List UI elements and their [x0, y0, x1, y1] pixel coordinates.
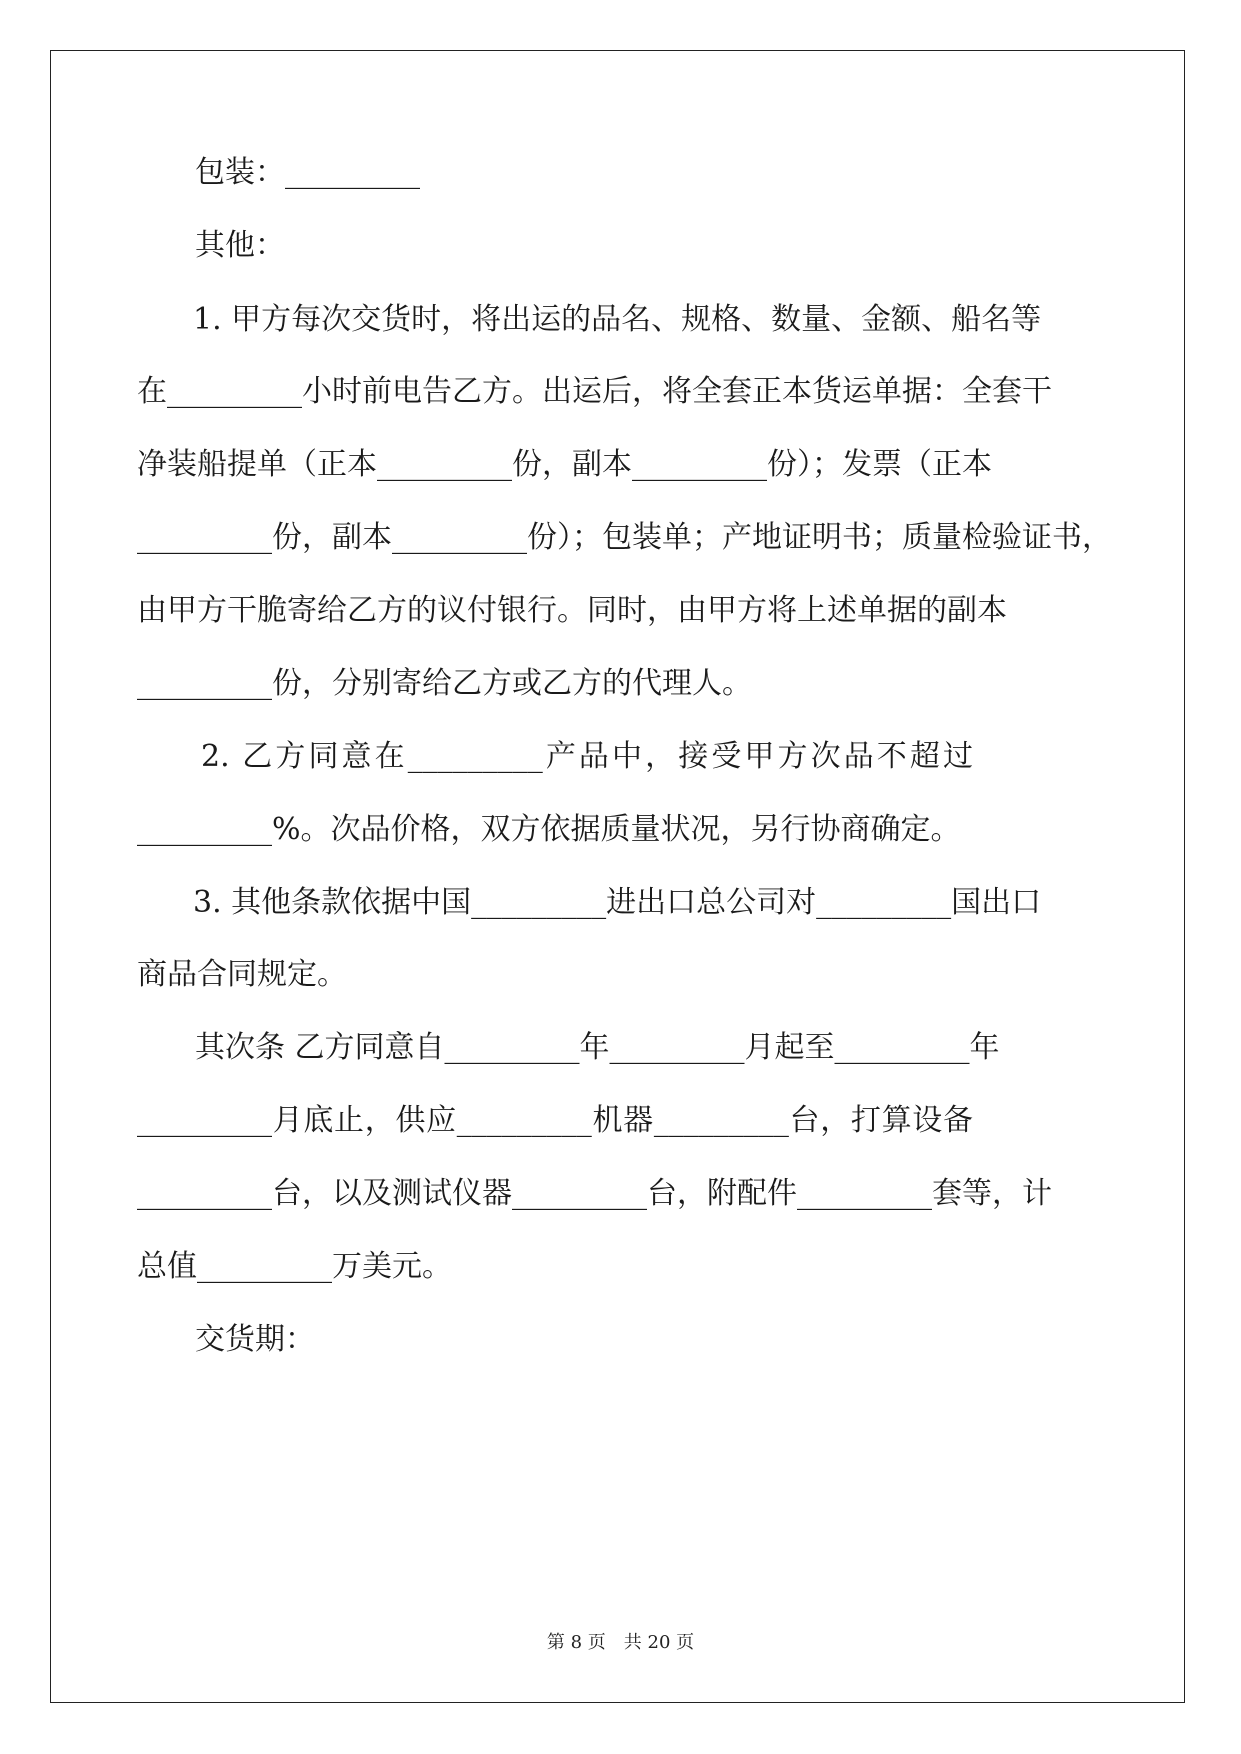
clause-2-line-1: 2. 乙方同意在_________产品中，接受甲方次品不超过 [201, 739, 973, 774]
page-footer: 第 8 页 共 20 页 [546, 1632, 695, 1653]
article-2-line-4: 总值_________万美元。 [137, 1249, 452, 1284]
delivery-period-heading: 交货期： [195, 1322, 315, 1357]
article-2-line-2: _________月底止，供应_________机器_________台，打算设备 [137, 1103, 973, 1138]
clause-1-line-5: 由甲方干脆寄给乙方的议付银行。同时，由甲方将上述单据的副本 [137, 593, 1007, 628]
clause-1-line-4: _________份，副本_________份）；包装单；产地证明书；质量检验证书， [137, 520, 1112, 555]
clause-1-line-1: 1. 甲方每次交货时，将出运的品名、规格、数量、金额、船名等 [193, 302, 1042, 337]
article-2-line-1: 其次条 乙方同意自_________年_________月起至_________年 [195, 1030, 1000, 1065]
clause-3-line-2: 商品合同规定。 [137, 957, 347, 992]
article-2-line-3: _________台，以及测试仪器_________台，附配件_________套等，计 [137, 1176, 1052, 1211]
other-heading: 其他： [195, 228, 285, 263]
clause-2-line-2: _________%。次品价格，双方依据质量状况，另行协商确定。 [137, 812, 961, 847]
page-border [50, 50, 1185, 1703]
clause-1-line-3: 净装船提单（正本_________份，副本_________份）；发票（正本 [137, 447, 992, 482]
clause-1-line-6: _________份，分别寄给乙方或乙方的代理人。 [137, 666, 752, 701]
clause-1-line-2: 在_________小时前电告乙方。出运后，将全套正本货运单据：全套干 [137, 374, 1052, 409]
clause-3-line-1: 3. 其他条款依据中国_________进出口总公司对_________国出口 [193, 885, 1042, 920]
packaging-line: 包装：_________ [195, 155, 420, 190]
